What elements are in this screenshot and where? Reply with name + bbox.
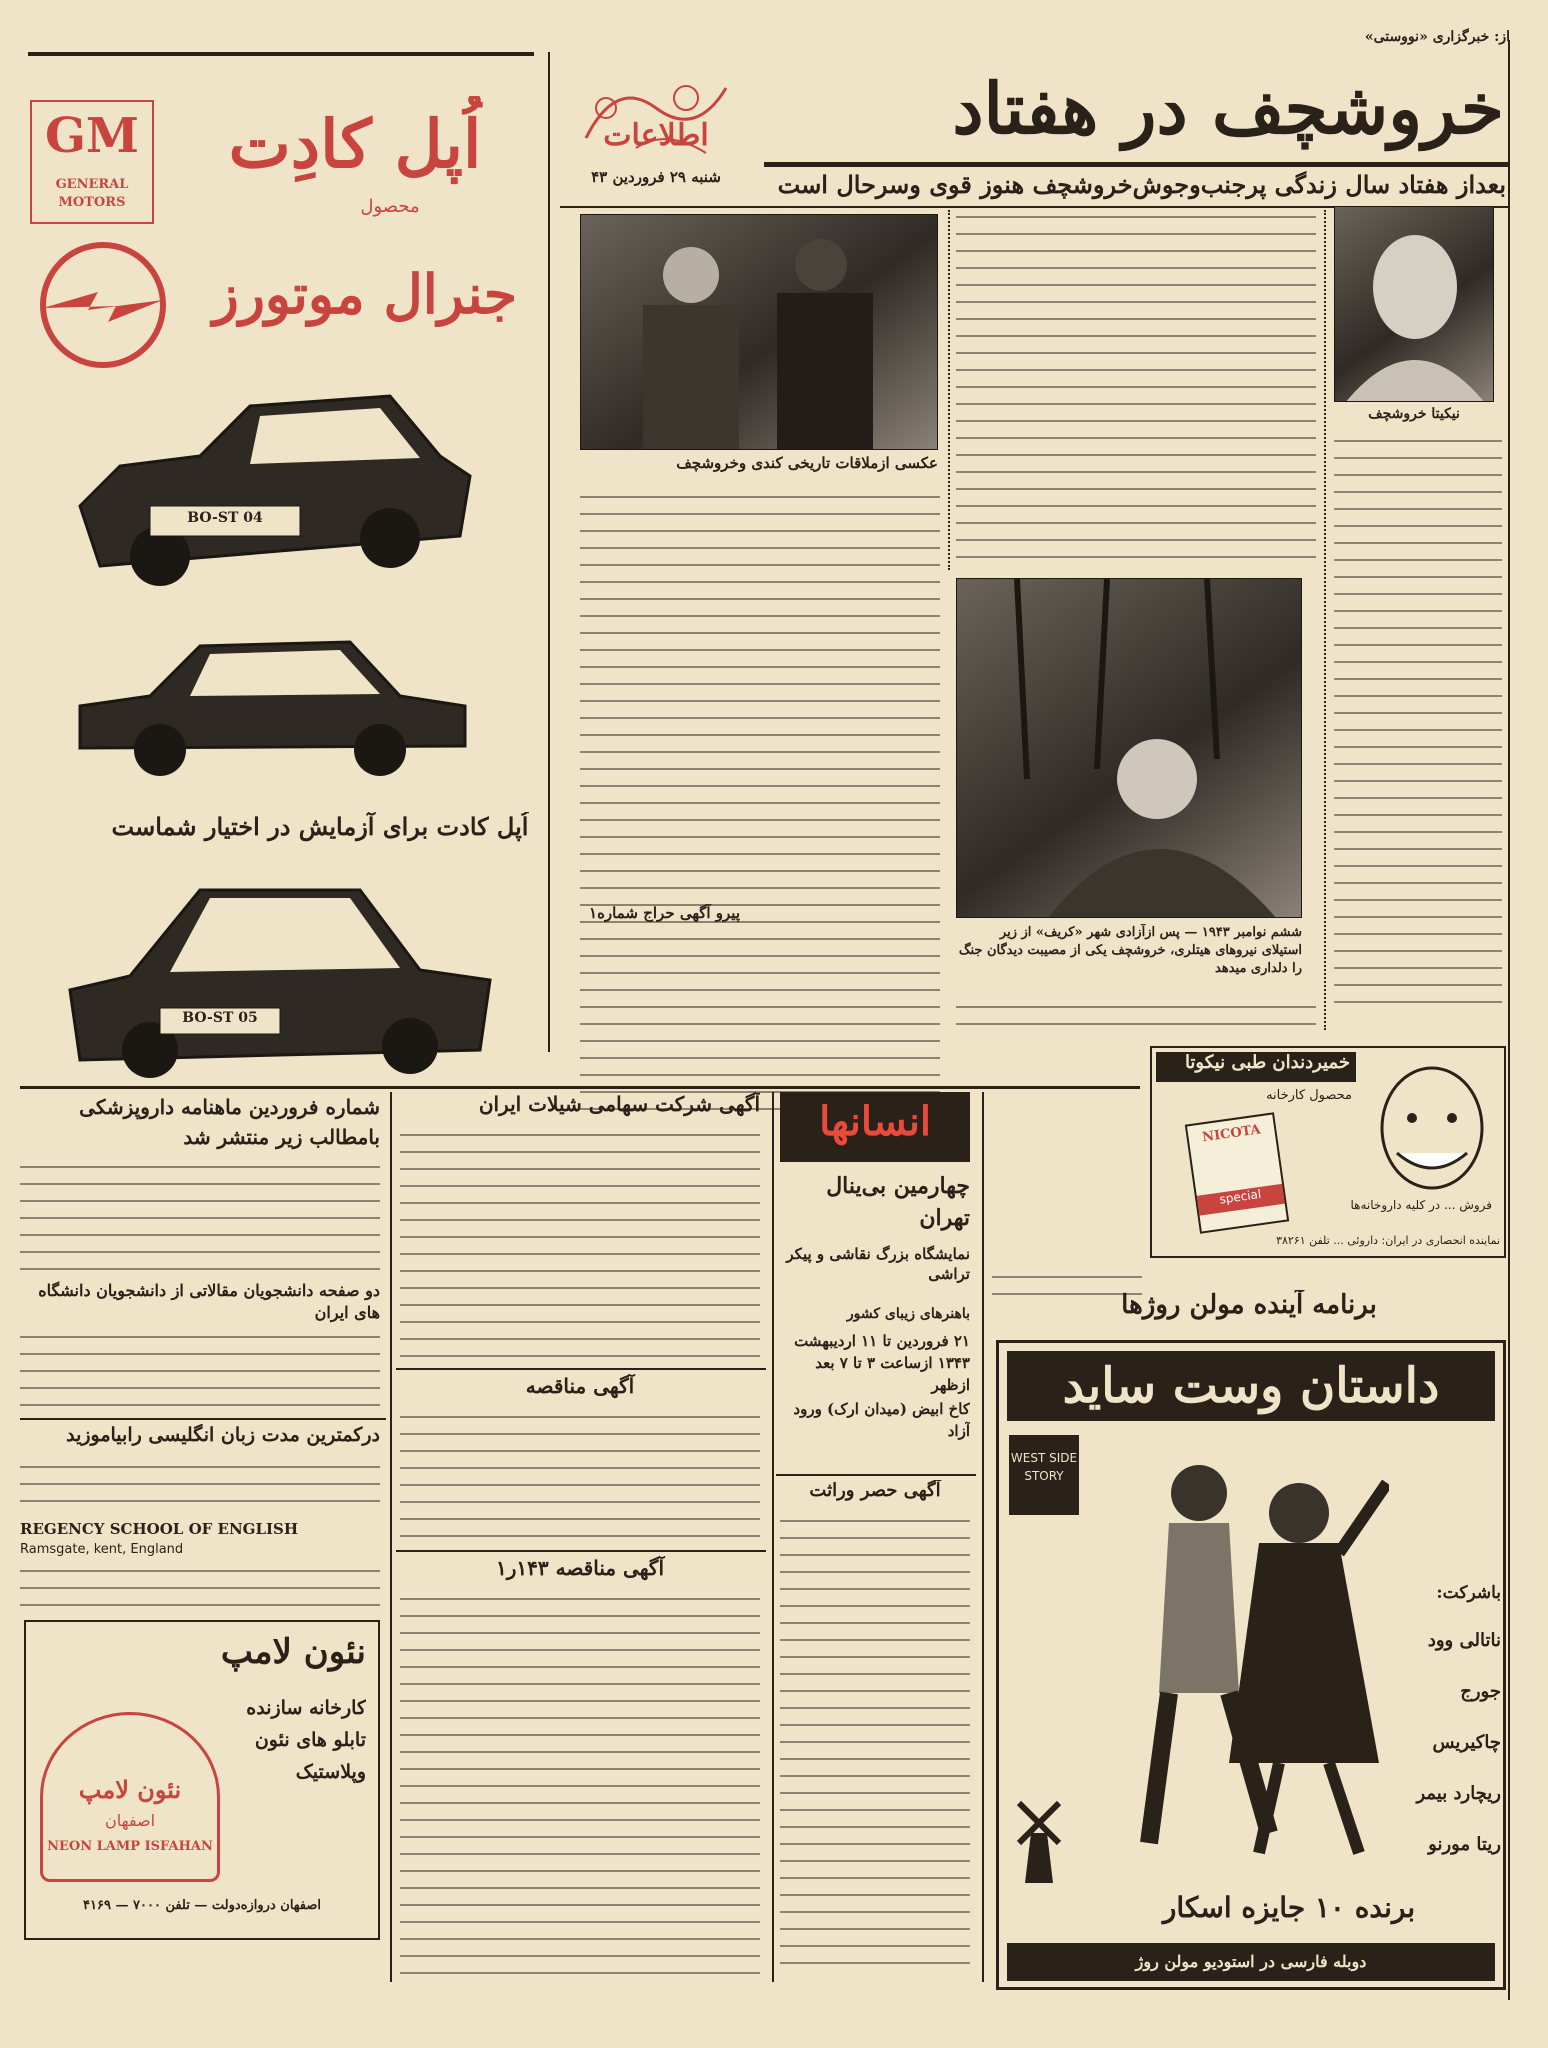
opel-car-front — [60, 366, 480, 602]
dancers-icon — [1089, 1433, 1389, 1863]
poster-logo: WEST SIDE STORY — [1009, 1435, 1079, 1515]
neon-title: نئون لامپ — [220, 1632, 366, 1672]
nicota-sale: فروش ... در کلیه داروخانه‌ها — [1350, 1198, 1492, 1212]
opel-mahsool: محصول — [360, 196, 420, 217]
mahnameh-title: شماره فروردین ماهنامه داروپزشکی بامطالب زیر منتشر شد — [79, 1095, 380, 1149]
opel-title: اُپل کادِت — [228, 105, 482, 183]
kennedy-khrushchev-photo — [580, 214, 938, 450]
cast-item: ناتالی وود — [1427, 1630, 1501, 1651]
cast-list — [1395, 1615, 1501, 1875]
mahnameh-body — [20, 1330, 380, 1410]
english-address: Ramsgate, kent, England — [20, 1542, 184, 1557]
masthead-logo: اطلاعات — [603, 118, 709, 153]
khrushchev-portrait — [1334, 206, 1494, 402]
ensanha-line4: کاخ ابیض (میدان ارک) ورود آزاد — [793, 1400, 970, 1440]
cast-item: جورج چاکیریس — [1432, 1681, 1501, 1753]
moulin-banner: دوبله فارسی در استودیو مولن روژ — [1007, 1943, 1495, 1981]
middle-rule — [20, 1086, 1140, 1089]
west-side-story-ad — [996, 1340, 1506, 1990]
mahnameh-section: دو صفحه دانشجویان مقالاتی از دانشجویان دانشگاه های ایران — [38, 1281, 380, 1322]
portrait-silhouette-icon — [1335, 207, 1494, 402]
top-rule-left — [28, 52, 534, 56]
ensanha-logo: انسانها — [819, 1098, 931, 1145]
war-scene-icon — [957, 579, 1302, 918]
gm-logo — [30, 100, 154, 224]
cast-item: ریتا مورنو — [1428, 1834, 1501, 1855]
monaghese1-body — [400, 1410, 760, 1540]
war-photo — [956, 578, 1302, 918]
monaghese2-body — [400, 1592, 760, 1982]
ensanha-line3: ۲۱ فروردین تا ۱۱ اردیبهشت ۱۳۴۳ ازساعت ۳ تا ۷ بعد ازظهر — [794, 1332, 970, 1394]
article-column-4 — [956, 1000, 1316, 1040]
shilat-body — [400, 1128, 760, 1358]
hasr-body — [780, 1514, 970, 1974]
gm-letters: GM — [44, 108, 140, 164]
column-rule — [548, 52, 550, 1052]
dotted-column-rule-2 — [948, 210, 950, 570]
neon-sign — [40, 1712, 220, 1882]
gm-name: GENERAL MOTORS — [55, 177, 129, 210]
nicota-footer: نماینده انحصاری در ایران: داروئی ... تلفن ۳۸۲۶۱ — [1276, 1234, 1500, 1247]
subheadline: بعداز هفتاد سال زندگی پرجنب‌وجوش‌خروشچف هنوز قوی وسرحال است — [777, 170, 1506, 199]
moulin-title: داستان وست ساید — [1007, 1351, 1495, 1421]
masthead-logo-block — [566, 58, 746, 168]
headline: خروشچف در هفتاد — [952, 67, 1504, 150]
moulin-award: برنده ۱۰ جایزه اسکار — [1162, 1891, 1416, 1924]
neon-factory: کارخانه سازنده تابلو های نئون وپلاستیک — [246, 1697, 366, 1783]
cast-item: ریچارد بیمر — [1416, 1783, 1501, 1804]
windmill-icon — [1009, 1793, 1069, 1883]
news-source: از: خبرگزاری «نووستی» — [1364, 29, 1510, 45]
cast-item — [1395, 1870, 1501, 1875]
portrait-caption: نیکیتا خروشچف — [1368, 406, 1460, 422]
ensanha-line2: باهنرهای زیبای کشور — [846, 1306, 970, 1322]
meeting-figures-icon — [581, 215, 938, 450]
dancing-couple-photo — [1089, 1433, 1389, 1863]
neon-sign-en: NEON LAMP ISFAHAN — [47, 1839, 213, 1854]
opel-test-drive: اُپل کادت برای آزمایش در اختیار شماست — [111, 812, 529, 841]
neon-sign-fa: نئون لامپ — [78, 1775, 182, 1804]
nicota-pack — [1185, 1112, 1289, 1233]
photo1-caption: عکسی ازملاقات تاریخی کندی وخروشچف — [676, 454, 938, 472]
ensanha-logo-box — [780, 1092, 970, 1162]
neon-sign-city: اصفهان — [104, 1811, 156, 1830]
dotted-column-rule-1 — [1324, 210, 1326, 1030]
monaghese1-title: آگهی مناقصه — [525, 1374, 635, 1398]
auction-title: پیرو آگهی حراج شماره۱ — [589, 904, 740, 922]
moulin-with: باشرکت: — [1436, 1583, 1501, 1603]
car-icon — [60, 366, 480, 602]
nicota-pack-brand: NICOTA — [1201, 1122, 1262, 1146]
neon-lamp-ad — [24, 1620, 380, 1940]
car-side-icon — [70, 626, 470, 786]
article-column-2 — [956, 210, 1316, 570]
english-school: REGENCY SCHOOL OF ENGLISH — [20, 1520, 299, 1538]
plate-1: BO-ST 04 — [187, 510, 263, 526]
nicota-pack-special: special — [1197, 1184, 1285, 1216]
plate-2: BO-ST 05 — [182, 1010, 258, 1026]
nicota-subtitle: محصول کارخانه — [1266, 1088, 1352, 1103]
headline-underline — [764, 162, 1508, 167]
car-rear-icon — [60, 880, 500, 1080]
nicota-title: خمیردندان طبی نیکوتا — [1156, 1052, 1356, 1082]
shilat-title: آگهی شرکت سهامی شیلات ایران — [478, 1092, 760, 1116]
issue-date: شنبه ۲۹ فروردین ۴۳ — [591, 168, 721, 186]
opel-brand: جنرال موتورز — [212, 262, 518, 326]
ensanha-line1: نمایشگاه بزرگ نقاشی و پیکر تراشی — [786, 1245, 970, 1283]
monaghese2-title: آگهی مناقصه ۱۴۳ر۱ — [495, 1556, 665, 1580]
article-column-1 — [1334, 434, 1502, 1014]
photo2-caption: ششم نوامبر ۱۹۴۳ — پس ازآزادی شهر «کریف» از زیر استیلای نیروهای هیتلری، خروشچف یکی از مصیبت دیدگان جنگ را دلداری میدهد — [958, 925, 1302, 976]
neon-address: اصفهان دروازه‌دولت — تلفن ۷۰۰۰ — ۴۱۶۹ — [83, 1898, 321, 1913]
moulin-program: برنامه آینده مولن روژها — [1121, 1290, 1377, 1320]
mahnameh-list — [20, 1160, 380, 1270]
opel-car-side — [70, 626, 470, 786]
ensanha-title: چهارمین بی‌ینال تهران — [826, 1173, 970, 1231]
opel-car-rear — [60, 880, 500, 1080]
english-title: درکمترین مدت زبان انگلیسی رابیاموزید — [66, 1424, 380, 1446]
nicota-ad — [1150, 1046, 1506, 1258]
hasr-title: آگهی حصر وراثت — [809, 1480, 941, 1501]
right-rule — [1508, 40, 1510, 2000]
opel-badge-icon — [28, 230, 178, 380]
